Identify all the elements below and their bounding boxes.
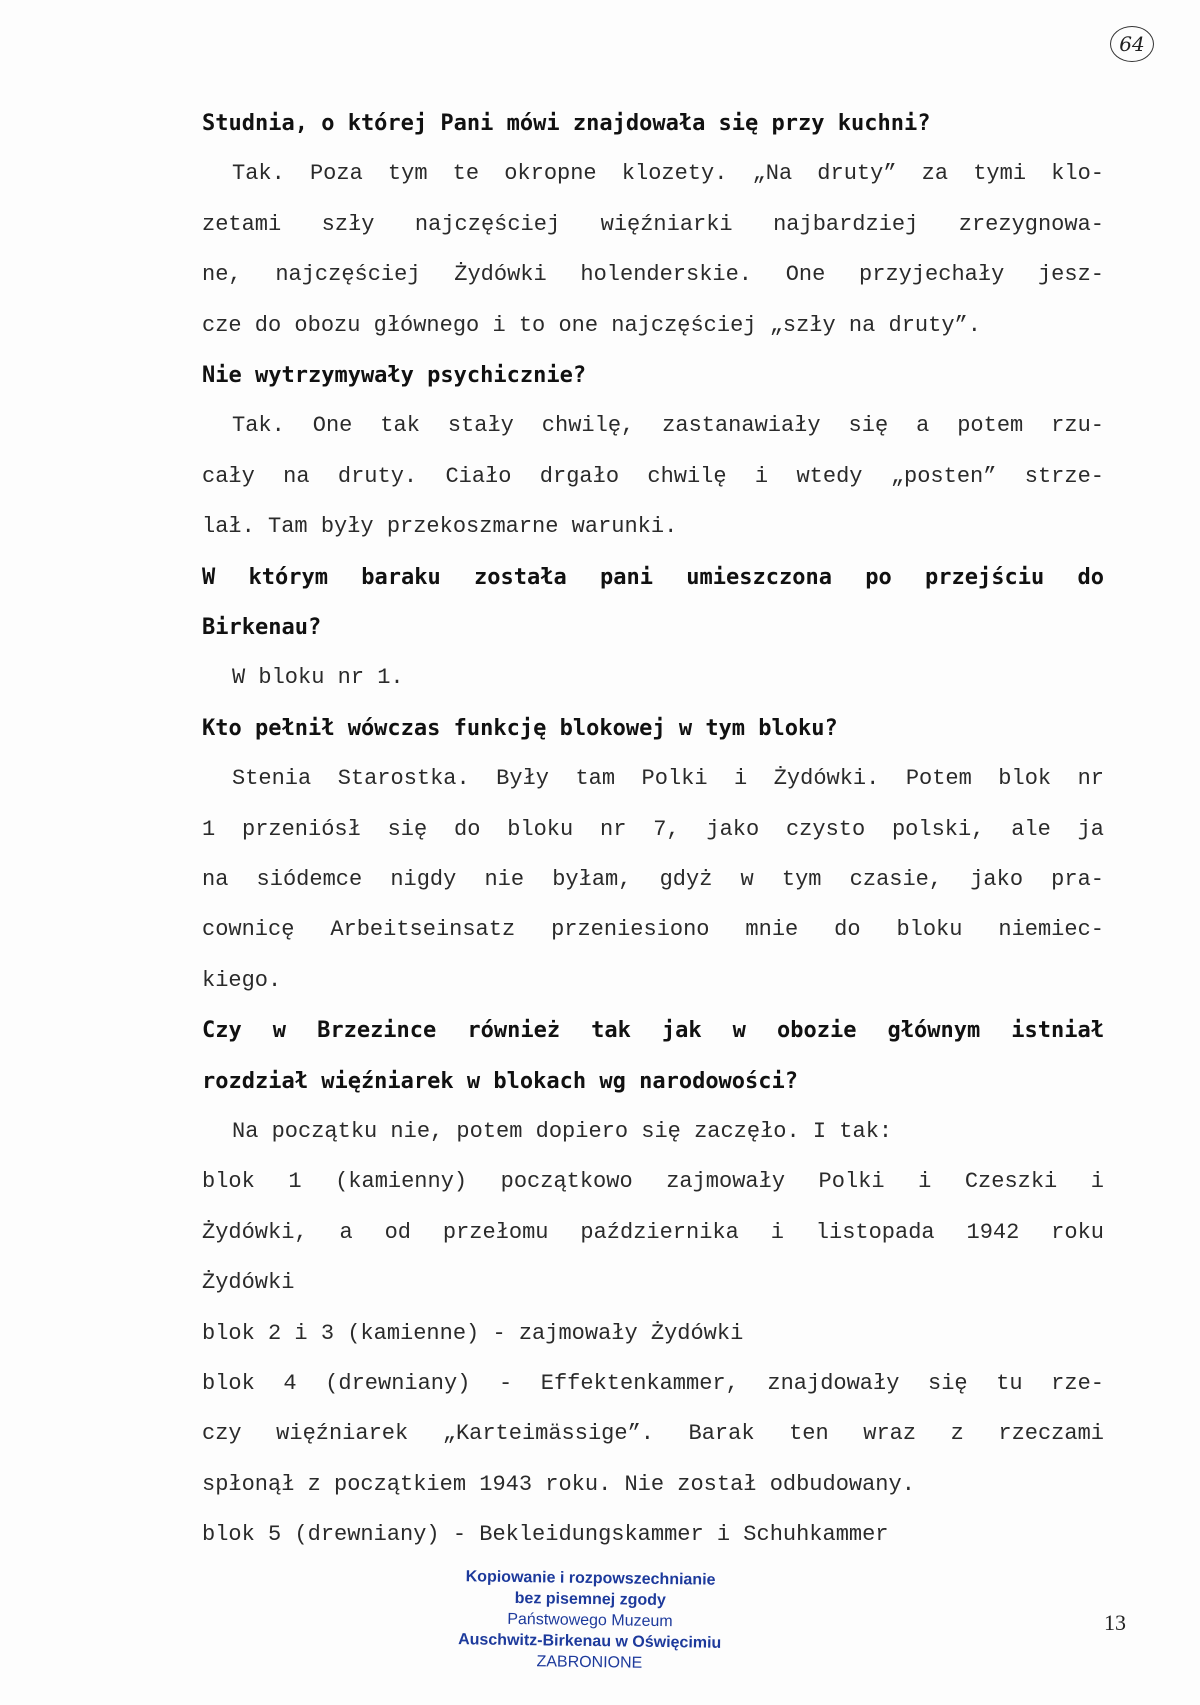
stamp-line-3: Państwowego Muzeum (507, 1610, 673, 1631)
question-line: rozdział więźniarek w blokach wg narodowości? (202, 1069, 799, 1094)
answer-line: Tak. One tak stały chwilę, zastanawiały się a potem rzu- (232, 413, 1104, 438)
answer-line: blok 2 i 3 (kamienne) - zajmowały Żydówki (202, 1321, 744, 1346)
answer-line: blok 4 (drewniany) - Effektenkammer, znajdowały się tu rze- (202, 1371, 1104, 1396)
answer-line: kiego. (202, 968, 282, 993)
answer-line: spłonął z początkiem 1943 roku. Nie został odbudowany. (202, 1472, 915, 1497)
answer-line: zetami szły najczęściej więźniarki najbardziej zrezygnowa- (202, 212, 1104, 237)
page-number: 13 (1104, 1610, 1126, 1635)
stamp-line-4: Auschwitz-Birkenau w Oświęcimiu (458, 1631, 722, 1652)
answer-line: na siódemce nigdy nie byłam, gdyż w tym czasie, jako pra- (202, 867, 1104, 892)
copyright-stamp (439, 1566, 740, 1675)
question-line: Birkenau? (202, 615, 322, 640)
answer-line: cały na druty. Ciało drgało chwilę i wtedy „posten” strze- (202, 464, 1104, 489)
answer-line: blok 1 (kamienny) początkowo zajmowały Polki i Czeszki i (202, 1169, 1104, 1194)
stamp-line-1: Kopiowanie i rozpowszechnianie (465, 1568, 716, 1589)
answer-line: Stenia Starostka. Były tam Polki i Żydówki. Potem blok nr (232, 766, 1104, 791)
handwritten-page-mark: 64 (1110, 26, 1154, 62)
answer-line: 1 przeniósł się do bloku nr 7, jako czysto polski, ale ja (202, 817, 1104, 842)
question-line: W którym baraku została pani umieszczona po przejściu do (202, 565, 1104, 590)
question-line: Czy w Brzezince również tak jak w obozie głównym istniał (202, 1018, 1104, 1043)
answer-line: ne, najczęściej Żydówki holenderskie. One przyjechały jesz- (202, 262, 1104, 287)
question-line: Studnia, o której Pani mówi znajdowała się przy kuchni? (202, 111, 931, 136)
answer-line: Tak. Poza tym te okropne klozety. „Na druty” za tymi klo- (232, 161, 1104, 186)
stamp-line-2: bez pisemnej zgody (514, 1589, 666, 1610)
answer-line: czy więźniarek „Karteimässige”. Barak ten wraz z rzeczami (202, 1421, 1104, 1446)
answer-line: W bloku nr 1. (232, 665, 404, 690)
question-line: Kto pełnił wówczas funkcję blokowej w tym bloku? (202, 716, 838, 741)
answer-line: cze do obozu głównego i to one najczęściej „szły na druty”. (202, 313, 981, 338)
question-line: Nie wytrzymywały psychicznie? (202, 363, 587, 388)
stamp-line-5: ZABRONIONE (536, 1653, 643, 1672)
answer-line: cownicę Arbeitseinsatz przeniesiono mnie do bloku niemiec- (202, 917, 1104, 942)
answer-line: Żydówki (202, 1270, 295, 1295)
answer-line: blok 5 (drewniany) - Bekleidungskammer i Schuhkammer (202, 1522, 889, 1547)
answer-line: lał. Tam były przekoszmarne warunki. (202, 514, 678, 539)
answer-line: Na początku nie, potem dopiero się zaczęło. I tak: (232, 1119, 893, 1144)
answer-line: Żydówki, a od przełomu października i listopada 1942 roku (202, 1220, 1104, 1245)
